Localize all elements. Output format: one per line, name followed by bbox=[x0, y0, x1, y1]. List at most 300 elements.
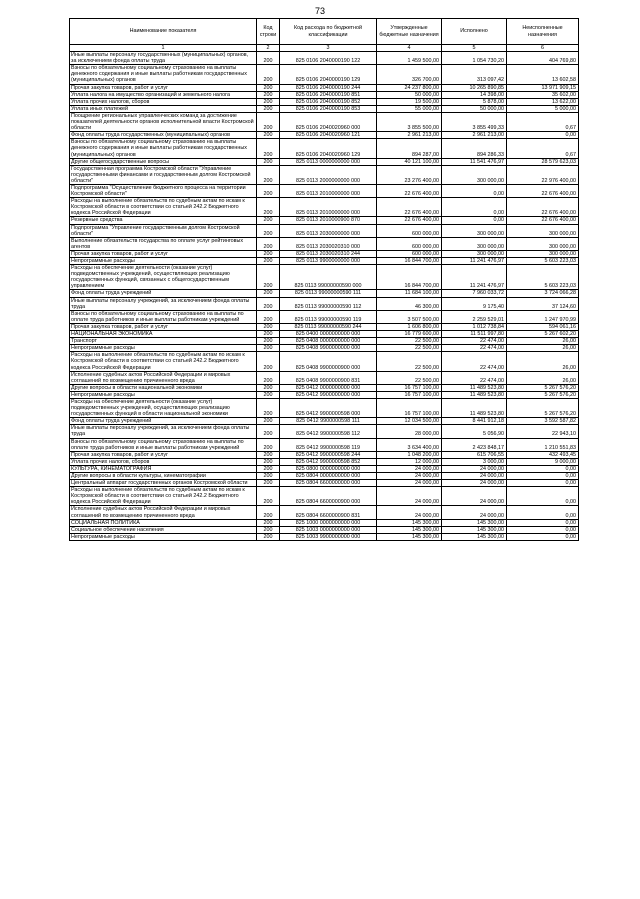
line-code-cell: 200 bbox=[257, 473, 280, 480]
table-row bbox=[70, 323, 579, 330]
line-code-cell: 200 bbox=[257, 65, 280, 84]
budget-code-cell: 825 0408 9900000900 831 bbox=[280, 371, 377, 384]
executed-amount-cell: 2 423 848,17 bbox=[442, 438, 507, 451]
unexecuted-amount-cell: 3 724 066,28 bbox=[507, 290, 579, 297]
approved-amount-cell: 16 844 700,00 bbox=[377, 265, 442, 290]
executed-amount-cell: 11 541 476,97 bbox=[442, 158, 507, 165]
executed-amount-cell: 50 000,00 bbox=[442, 105, 507, 112]
line-code-cell: 200 bbox=[257, 297, 280, 310]
unexecuted-amount-cell: 0,00 bbox=[507, 519, 579, 526]
approved-amount-cell: 40 121 100,00 bbox=[377, 158, 442, 165]
approved-amount-cell: 1 048 200,00 bbox=[377, 451, 442, 458]
column-number: 4 bbox=[377, 45, 442, 52]
indicator-name-cell: Поощрение региональных управленческих команд за достижение показателей деятельности органов исполнительной власти Костромской области bbox=[70, 112, 257, 131]
line-code-cell: 200 bbox=[257, 338, 280, 345]
budget-code-cell: 825 1003 9900000000 000 bbox=[280, 533, 377, 540]
budget-code-cell: 825 0412 9900000598 112 bbox=[280, 425, 377, 438]
approved-amount-cell: 16 757 100,00 bbox=[377, 398, 442, 417]
approved-amount-cell: 3 634 400,00 bbox=[377, 438, 442, 451]
executed-amount-cell: 2 259 529,01 bbox=[442, 310, 507, 323]
unexecuted-amount-cell: 0,67 bbox=[507, 112, 579, 131]
unexecuted-amount-cell: 0,00 bbox=[507, 465, 579, 472]
line-code-cell: 200 bbox=[257, 465, 280, 472]
budget-code-cell: 825 0113 99000000590 119 bbox=[280, 310, 377, 323]
line-code-cell: 200 bbox=[257, 345, 280, 352]
budget-code-cell: 825 0106 2040000190 851 bbox=[280, 91, 377, 98]
line-code-cell: 200 bbox=[257, 265, 280, 290]
indicator-name-cell: Прочая закупка товаров, работ и услуг bbox=[70, 323, 257, 330]
unexecuted-amount-cell: 0,00 bbox=[507, 506, 579, 519]
indicator-name-cell: Другие вопросы в области национальной экономики bbox=[70, 384, 257, 391]
unexecuted-amount-cell: 5 603 223,03 bbox=[507, 265, 579, 290]
unexecuted-amount-cell: 35 602,00 bbox=[507, 91, 579, 98]
unexecuted-amount-cell: 22 676 400,00 bbox=[507, 217, 579, 224]
executed-amount-cell: 5 056,90 bbox=[442, 425, 507, 438]
approved-amount-cell: 22 676 400,00 bbox=[377, 184, 442, 197]
table-row bbox=[70, 158, 579, 165]
line-code-cell: 200 bbox=[257, 451, 280, 458]
unexecuted-amount-cell: 5 603 223,03 bbox=[507, 258, 579, 265]
approved-amount-cell: 145 300,00 bbox=[377, 519, 442, 526]
executed-amount-cell: 0,00 bbox=[442, 198, 507, 217]
table-row bbox=[70, 184, 579, 197]
budget-code-cell: 825 0804 6600000900 000 bbox=[280, 487, 377, 506]
unexecuted-amount-cell: 0,00 bbox=[507, 533, 579, 540]
table-row bbox=[70, 132, 579, 139]
indicator-name-cell: Расходы на выполнение обязательств по судебным актам по искам к Костромской области в соответствии со статьей 242.2 Бюджетного кодекса Российской Федерации bbox=[70, 198, 257, 217]
unexecuted-amount-cell: 0,00 bbox=[507, 487, 579, 506]
line-code-cell: 200 bbox=[257, 533, 280, 540]
budget-code-cell: 825 0113 9900000000 000 bbox=[280, 258, 377, 265]
budget-code-cell: 825 0412 9900000598 852 bbox=[280, 458, 377, 465]
budget-code-cell: 825 0113 99000000590 000 bbox=[280, 265, 377, 290]
table-header-row bbox=[70, 19, 579, 45]
unexecuted-amount-cell: 300 000,00 bbox=[507, 250, 579, 257]
table-row bbox=[70, 519, 579, 526]
indicator-name-cell: Подпрограмма "Управление государственным долгом Костромской области" bbox=[70, 224, 257, 237]
indicator-name-cell: Взносы по обязательному социальному страхованию на выплаты денежного содержания и иные выплаты работникам государственных (муниципальных) органов bbox=[70, 139, 257, 158]
line-code-cell: 200 bbox=[257, 91, 280, 98]
unexecuted-amount-cell: 5 267 576,20 bbox=[507, 384, 579, 391]
line-code-cell: 200 bbox=[257, 391, 280, 398]
table-row bbox=[70, 217, 579, 224]
line-code-cell: 200 bbox=[257, 98, 280, 105]
indicator-name-cell: Прочая закупка товаров, работ и услуг bbox=[70, 84, 257, 91]
budget-code-cell: 825 0113 2010000000 000 bbox=[280, 198, 377, 217]
line-code-cell: 200 bbox=[257, 184, 280, 197]
unexecuted-amount-cell: 5 267 602,20 bbox=[507, 331, 579, 338]
line-code-cell: 200 bbox=[257, 480, 280, 487]
executed-amount-cell: 615 706,55 bbox=[442, 451, 507, 458]
budget-code-cell: 825 0412 9900000598 111 bbox=[280, 418, 377, 425]
budget-code-cell: 825 0113 2030000000 000 bbox=[280, 224, 377, 237]
line-code-cell: 200 bbox=[257, 237, 280, 250]
table-row bbox=[70, 451, 579, 458]
line-code-cell: 200 bbox=[257, 398, 280, 417]
executed-amount-cell: 300 000,00 bbox=[442, 165, 507, 184]
table-row bbox=[70, 265, 579, 290]
line-code-cell: 200 bbox=[257, 52, 280, 65]
line-code-cell: 200 bbox=[257, 331, 280, 338]
budget-code-cell: 825 0408 9900000000 000 bbox=[280, 345, 377, 352]
column-number-row bbox=[70, 45, 579, 52]
line-code-cell: 200 bbox=[257, 418, 280, 425]
budget-code-cell: 825 0408 9900000900 000 bbox=[280, 352, 377, 371]
budget-code-cell: 825 0804 6600000000 000 bbox=[280, 480, 377, 487]
executed-amount-cell: 10 265 890,85 bbox=[442, 84, 507, 91]
indicator-name-cell: Взносы по обязательному социальному страхованию на выплаты по оплате труда работников и иные выплаты работникам учреждений bbox=[70, 438, 257, 451]
executed-amount-cell: 22 474,00 bbox=[442, 352, 507, 371]
budget-code-cell: 825 0113 2010000000 000 bbox=[280, 184, 377, 197]
line-code-cell: 200 bbox=[257, 139, 280, 158]
line-code-cell: 200 bbox=[257, 425, 280, 438]
unexecuted-amount-cell: 37 124,60 bbox=[507, 297, 579, 310]
table-row bbox=[70, 352, 579, 371]
executed-amount-cell: 5 878,00 bbox=[442, 98, 507, 105]
line-code-cell: 200 bbox=[257, 112, 280, 131]
unexecuted-amount-cell: 0,00 bbox=[507, 480, 579, 487]
table-row bbox=[70, 506, 579, 519]
executed-amount-cell: 22 474,00 bbox=[442, 345, 507, 352]
indicator-name-cell: КУЛЬТУРА, КИНЕМАТОГРАФИЯ bbox=[70, 465, 257, 472]
line-code-cell: 200 bbox=[257, 224, 280, 237]
header-budget-code: Код расхода по бюджетной классификации bbox=[280, 19, 377, 45]
line-code-cell: 200 bbox=[257, 217, 280, 224]
approved-amount-cell: 1 459 500,00 bbox=[377, 52, 442, 65]
approved-amount-cell: 16 757 100,00 bbox=[377, 384, 442, 391]
executed-amount-cell: 24 000,00 bbox=[442, 506, 507, 519]
indicator-name-cell: Подпрограмма "Осуществление бюджетного процесса на территории Костромской области" bbox=[70, 184, 257, 197]
table-row bbox=[70, 473, 579, 480]
table-row bbox=[70, 526, 579, 533]
table-row bbox=[70, 391, 579, 398]
unexecuted-amount-cell: 5 000,00 bbox=[507, 105, 579, 112]
unexecuted-amount-cell: 22 976 400,00 bbox=[507, 165, 579, 184]
unexecuted-amount-cell: 3 592 587,82 bbox=[507, 418, 579, 425]
unexecuted-amount-cell: 404 769,80 bbox=[507, 52, 579, 65]
indicator-name-cell: Иные выплаты персоналу государственных (муниципальных) органов, за исключением фонда оплаты труда bbox=[70, 52, 257, 65]
table-row bbox=[70, 290, 579, 297]
indicator-name-cell: Фонд оплаты труда учреждений bbox=[70, 290, 257, 297]
line-code-cell: 200 bbox=[257, 132, 280, 139]
approved-amount-cell: 28 000,00 bbox=[377, 425, 442, 438]
approved-amount-cell: 1 606 800,00 bbox=[377, 323, 442, 330]
budget-code-cell: 825 0106 2040000190 244 bbox=[280, 84, 377, 91]
table-row bbox=[70, 371, 579, 384]
budget-code-cell: 825 0106 2040020960 000 bbox=[280, 112, 377, 131]
table-row bbox=[70, 533, 579, 540]
budget-code-cell: 825 0113 2010000900 870 bbox=[280, 217, 377, 224]
indicator-name-cell: Социальное обеспечение населения bbox=[70, 526, 257, 533]
unexecuted-amount-cell: 13 602,58 bbox=[507, 65, 579, 84]
budget-execution-table bbox=[69, 18, 579, 541]
table-row bbox=[70, 398, 579, 417]
unexecuted-amount-cell: 22 943,10 bbox=[507, 425, 579, 438]
budget-code-cell: 825 0113 99000000590 244 bbox=[280, 323, 377, 330]
executed-amount-cell: 11 241 476,97 bbox=[442, 258, 507, 265]
approved-amount-cell: 16 757 100,00 bbox=[377, 391, 442, 398]
approved-amount-cell: 2 961 213,00 bbox=[377, 132, 442, 139]
approved-amount-cell: 50 000,00 bbox=[377, 91, 442, 98]
approved-amount-cell: 24 000,00 bbox=[377, 506, 442, 519]
indicator-name-cell: Фонд оплаты труда учреждений bbox=[70, 418, 257, 425]
indicator-name-cell: Иные выплаты персоналу учреждений, за исключением фонда оплаты труда bbox=[70, 425, 257, 438]
indicator-name-cell: Другие вопросы в области культуры, кинематографии bbox=[70, 473, 257, 480]
line-code-cell: 200 bbox=[257, 506, 280, 519]
executed-amount-cell: 3 855 499,33 bbox=[442, 112, 507, 131]
line-code-cell: 200 bbox=[257, 105, 280, 112]
executed-amount-cell: 11 241 476,97 bbox=[442, 265, 507, 290]
unexecuted-amount-cell: 594 061,16 bbox=[507, 323, 579, 330]
indicator-name-cell: Расходы на обеспечение деятельности (оказание услуг) подведомственных учреждений, осуществляющих реализацию государственных функций, связанных с общегосударственным управлением bbox=[70, 265, 257, 290]
approved-amount-cell: 3 855 500,00 bbox=[377, 112, 442, 131]
line-code-cell: 200 bbox=[257, 165, 280, 184]
indicator-name-cell: Иные выплаты персоналу учреждений, за исключением фонда оплаты труда bbox=[70, 297, 257, 310]
table-row bbox=[70, 258, 579, 265]
table-row bbox=[70, 105, 579, 112]
line-code-cell: 200 bbox=[257, 352, 280, 371]
budget-code-cell: 825 0106 2040000190 853 bbox=[280, 105, 377, 112]
table-row bbox=[70, 98, 579, 105]
unexecuted-amount-cell: 28 579 623,03 bbox=[507, 158, 579, 165]
approved-amount-cell: 55 000,00 bbox=[377, 105, 442, 112]
unexecuted-amount-cell: 22 676 400,00 bbox=[507, 184, 579, 197]
executed-amount-cell: 0,00 bbox=[442, 217, 507, 224]
line-code-cell: 200 bbox=[257, 519, 280, 526]
executed-amount-cell: 894 286,33 bbox=[442, 139, 507, 158]
executed-amount-cell: 11 511 997,80 bbox=[442, 331, 507, 338]
table-row bbox=[70, 198, 579, 217]
line-code-cell: 200 bbox=[257, 84, 280, 91]
executed-amount-cell: 7 960 033,72 bbox=[442, 290, 507, 297]
executed-amount-cell: 24 000,00 bbox=[442, 465, 507, 472]
executed-amount-cell: 145 300,00 bbox=[442, 526, 507, 533]
indicator-name-cell: Уплата прочих налогов, сборов bbox=[70, 98, 257, 105]
column-number: 1 bbox=[70, 45, 257, 52]
budget-code-cell: 825 1003 0000000000 000 bbox=[280, 526, 377, 533]
table-row bbox=[70, 112, 579, 131]
line-code-cell: 200 bbox=[257, 310, 280, 323]
line-code-cell: 200 bbox=[257, 384, 280, 391]
indicator-name-cell: Расходы на обеспечение деятельности (оказание услуг) подведомственных учреждений, осуществляющих реализацию государственных функций в области национальной экономики bbox=[70, 398, 257, 417]
unexecuted-amount-cell: 5 267 576,20 bbox=[507, 391, 579, 398]
indicator-name-cell: СОЦИАЛЬНАЯ ПОЛИТИКА bbox=[70, 519, 257, 526]
table-row bbox=[70, 139, 579, 158]
budget-code-cell: 825 0400 0000000000 000 bbox=[280, 331, 377, 338]
approved-amount-cell: 11 684 100,00 bbox=[377, 290, 442, 297]
budget-code-cell: 825 0113 99000000590 112 bbox=[280, 297, 377, 310]
indicator-name-cell: НАЦИОНАЛЬНАЯ ЭКОНОМИКА bbox=[70, 331, 257, 338]
approved-amount-cell: 22 500,00 bbox=[377, 371, 442, 384]
indicator-name-cell: Уплата прочих налогов, сборов bbox=[70, 458, 257, 465]
executed-amount-cell: 3 000,00 bbox=[442, 458, 507, 465]
approved-amount-cell: 24 237 800,00 bbox=[377, 84, 442, 91]
unexecuted-amount-cell: 0,67 bbox=[507, 139, 579, 158]
executed-amount-cell: 145 300,00 bbox=[442, 519, 507, 526]
header-executed: Исполнено bbox=[442, 19, 507, 45]
line-code-cell: 200 bbox=[257, 290, 280, 297]
budget-code-cell: 825 0804 0000000000 000 bbox=[280, 473, 377, 480]
executed-amount-cell: 313 097,42 bbox=[442, 65, 507, 84]
executed-amount-cell: 24 000,00 bbox=[442, 473, 507, 480]
budget-code-cell: 825 0106 2040000190 122 bbox=[280, 52, 377, 65]
budget-code-cell: 825 0106 2040000190 852 bbox=[280, 98, 377, 105]
approved-amount-cell: 326 700,00 bbox=[377, 65, 442, 84]
indicator-name-cell: Центральный аппарат государственных органов Костромской области bbox=[70, 480, 257, 487]
unexecuted-amount-cell: 0,00 bbox=[507, 473, 579, 480]
line-code-cell: 200 bbox=[257, 458, 280, 465]
line-code-cell: 200 bbox=[257, 371, 280, 384]
unexecuted-amount-cell: 1 210 551,83 bbox=[507, 438, 579, 451]
indicator-name-cell: Транспорт bbox=[70, 338, 257, 345]
table-row bbox=[70, 65, 579, 84]
approved-amount-cell: 22 500,00 bbox=[377, 352, 442, 371]
indicator-name-cell: Государственная программа Костромской области "Управление государственными финансами и государственным долгом Костромской области" bbox=[70, 165, 257, 184]
indicator-name-cell: Уплата иных платежей bbox=[70, 105, 257, 112]
unexecuted-amount-cell: 300 000,00 bbox=[507, 237, 579, 250]
header-unexecuted: Неисполненные назначения bbox=[507, 19, 579, 45]
budget-code-cell: 825 0113 99000000590 111 bbox=[280, 290, 377, 297]
header-indicator-name: Наименование показателя bbox=[70, 19, 257, 45]
budget-code-cell: 825 0113 2030020310 000 bbox=[280, 237, 377, 250]
unexecuted-amount-cell: 1 247 970,99 bbox=[507, 310, 579, 323]
budget-code-cell: 825 1000 0000000000 000 bbox=[280, 519, 377, 526]
unexecuted-amount-cell: 0,00 bbox=[507, 132, 579, 139]
line-code-cell: 200 bbox=[257, 526, 280, 533]
column-number: 2 bbox=[257, 45, 280, 52]
table-row bbox=[70, 297, 579, 310]
unexecuted-amount-cell: 26,00 bbox=[507, 345, 579, 352]
table-row bbox=[70, 345, 579, 352]
column-number: 5 bbox=[442, 45, 507, 52]
budget-code-cell: 825 0412 9900000598 000 bbox=[280, 398, 377, 417]
table-row bbox=[70, 458, 579, 465]
line-code-cell: 200 bbox=[257, 323, 280, 330]
budget-code-cell: 825 0412 9900000000 000 bbox=[280, 391, 377, 398]
indicator-name-cell: Расходы на выполнение обязательств по судебным актам по искам к Костромской области в соответствии со статьей 242.2 Бюджетного кодекса Российской Федерации bbox=[70, 352, 257, 371]
executed-amount-cell: 11 489 523,80 bbox=[442, 384, 507, 391]
executed-amount-cell: 14 398,00 bbox=[442, 91, 507, 98]
table-row bbox=[70, 480, 579, 487]
approved-amount-cell: 19 500,00 bbox=[377, 98, 442, 105]
table-row bbox=[70, 165, 579, 184]
budget-code-cell: 825 0412 9900000598 244 bbox=[280, 451, 377, 458]
indicator-name-cell: Взносы по обязательному социальному страхованию на выплаты денежного содержания и иные выплаты работникам государственных (муниципальных) органов bbox=[70, 65, 257, 84]
approved-amount-cell: 600 000,00 bbox=[377, 224, 442, 237]
executed-amount-cell: 2 961 213,00 bbox=[442, 132, 507, 139]
indicator-name-cell: Расходы на выполнение обязательств по судебным актам по искам к Костромской области в соответствии со статьей 242.2 Бюджетного кодекса Российской Федерации bbox=[70, 487, 257, 506]
approved-amount-cell: 46 300,00 bbox=[377, 297, 442, 310]
budget-code-cell: 825 0113 2030020310 244 bbox=[280, 250, 377, 257]
approved-amount-cell: 24 000,00 bbox=[377, 487, 442, 506]
executed-amount-cell: 8 441 912,18 bbox=[442, 418, 507, 425]
budget-code-cell: 825 0106 2040020960 121 bbox=[280, 132, 377, 139]
budget-code-cell: 825 0106 2040000190 129 bbox=[280, 65, 377, 84]
header-approved: Утвержденные бюджетные назначения bbox=[377, 19, 442, 45]
approved-amount-cell: 22 500,00 bbox=[377, 338, 442, 345]
executed-amount-cell: 0,00 bbox=[442, 184, 507, 197]
line-code-cell: 200 bbox=[257, 438, 280, 451]
executed-amount-cell: 11 489 523,80 bbox=[442, 391, 507, 398]
approved-amount-cell: 600 000,00 bbox=[377, 250, 442, 257]
indicator-name-cell: Непрограммные расходы bbox=[70, 345, 257, 352]
line-code-cell: 200 bbox=[257, 250, 280, 257]
unexecuted-amount-cell: 26,00 bbox=[507, 338, 579, 345]
budget-code-cell: 825 0113 2000000000 000 bbox=[280, 165, 377, 184]
budget-code-cell: 825 0113 0000000000 000 bbox=[280, 158, 377, 165]
indicator-name-cell: Непрограммные расходы bbox=[70, 391, 257, 398]
budget-code-cell: 825 0804 6600000900 831 bbox=[280, 506, 377, 519]
unexecuted-amount-cell: 22 676 400,00 bbox=[507, 198, 579, 217]
line-code-cell: 200 bbox=[257, 198, 280, 217]
indicator-name-cell: Резервные средства bbox=[70, 217, 257, 224]
table-row bbox=[70, 384, 579, 391]
table-row bbox=[70, 84, 579, 91]
unexecuted-amount-cell: 13 971 909,15 bbox=[507, 84, 579, 91]
executed-amount-cell: 1 012 738,84 bbox=[442, 323, 507, 330]
unexecuted-amount-cell: 13 622,00 bbox=[507, 98, 579, 105]
unexecuted-amount-cell: 5 267 576,20 bbox=[507, 398, 579, 417]
executed-amount-cell: 22 474,00 bbox=[442, 338, 507, 345]
table-row bbox=[70, 418, 579, 425]
column-number: 3 bbox=[280, 45, 377, 52]
indicator-name-cell: Непрограммные расходы bbox=[70, 258, 257, 265]
approved-amount-cell: 145 300,00 bbox=[377, 533, 442, 540]
executed-amount-cell: 300 000,00 bbox=[442, 237, 507, 250]
indicator-name-cell: Взносы по обязательному социальному страхованию на выплаты по оплате труда работников и иные выплаты работникам учреждений bbox=[70, 310, 257, 323]
table-row bbox=[70, 425, 579, 438]
table-row bbox=[70, 91, 579, 98]
table-row bbox=[70, 52, 579, 65]
table-row bbox=[70, 465, 579, 472]
executed-amount-cell: 1 054 730,20 bbox=[442, 52, 507, 65]
indicator-name-cell: Прочая закупка товаров, работ и услуг bbox=[70, 250, 257, 257]
approved-amount-cell: 3 507 500,00 bbox=[377, 310, 442, 323]
executed-amount-cell: 145 300,00 bbox=[442, 533, 507, 540]
approved-amount-cell: 600 000,00 bbox=[377, 237, 442, 250]
table-row bbox=[70, 224, 579, 237]
budget-code-cell: 825 0412 9900000598 119 bbox=[280, 438, 377, 451]
approved-amount-cell: 145 300,00 bbox=[377, 526, 442, 533]
table-row bbox=[70, 487, 579, 506]
approved-amount-cell: 12 000,00 bbox=[377, 458, 442, 465]
approved-amount-cell: 12 034 500,00 bbox=[377, 418, 442, 425]
table-row bbox=[70, 338, 579, 345]
unexecuted-amount-cell: 0,00 bbox=[507, 526, 579, 533]
approved-amount-cell: 22 500,00 bbox=[377, 345, 442, 352]
indicator-name-cell: Фонд оплаты труда государственных (муниципальных) органов bbox=[70, 132, 257, 139]
indicator-name-cell: Выполнение обязательств государства по оплате услуг рейтинговых агентов bbox=[70, 237, 257, 250]
executed-amount-cell: 9 175,40 bbox=[442, 297, 507, 310]
approved-amount-cell: 24 000,00 bbox=[377, 465, 442, 472]
unexecuted-amount-cell: 9 000,00 bbox=[507, 458, 579, 465]
column-number: 6 bbox=[507, 45, 579, 52]
indicator-name-cell: Другие общегосударственные вопросы bbox=[70, 158, 257, 165]
approved-amount-cell: 24 000,00 bbox=[377, 473, 442, 480]
table-row bbox=[70, 438, 579, 451]
table-row bbox=[70, 310, 579, 323]
indicator-name-cell: Прочая закупка товаров, работ и услуг bbox=[70, 451, 257, 458]
indicator-name-cell: Непрограммные расходы bbox=[70, 533, 257, 540]
budget-code-cell: 825 0412 0000000000 000 bbox=[280, 384, 377, 391]
indicator-name-cell: Уплата налога на имущество организаций и земельного налога bbox=[70, 91, 257, 98]
table-row bbox=[70, 250, 579, 257]
executed-amount-cell: 300 000,00 bbox=[442, 224, 507, 237]
executed-amount-cell: 11 489 523,80 bbox=[442, 398, 507, 417]
approved-amount-cell: 894 287,00 bbox=[377, 139, 442, 158]
unexecuted-amount-cell: 26,00 bbox=[507, 371, 579, 384]
table-row bbox=[70, 237, 579, 250]
